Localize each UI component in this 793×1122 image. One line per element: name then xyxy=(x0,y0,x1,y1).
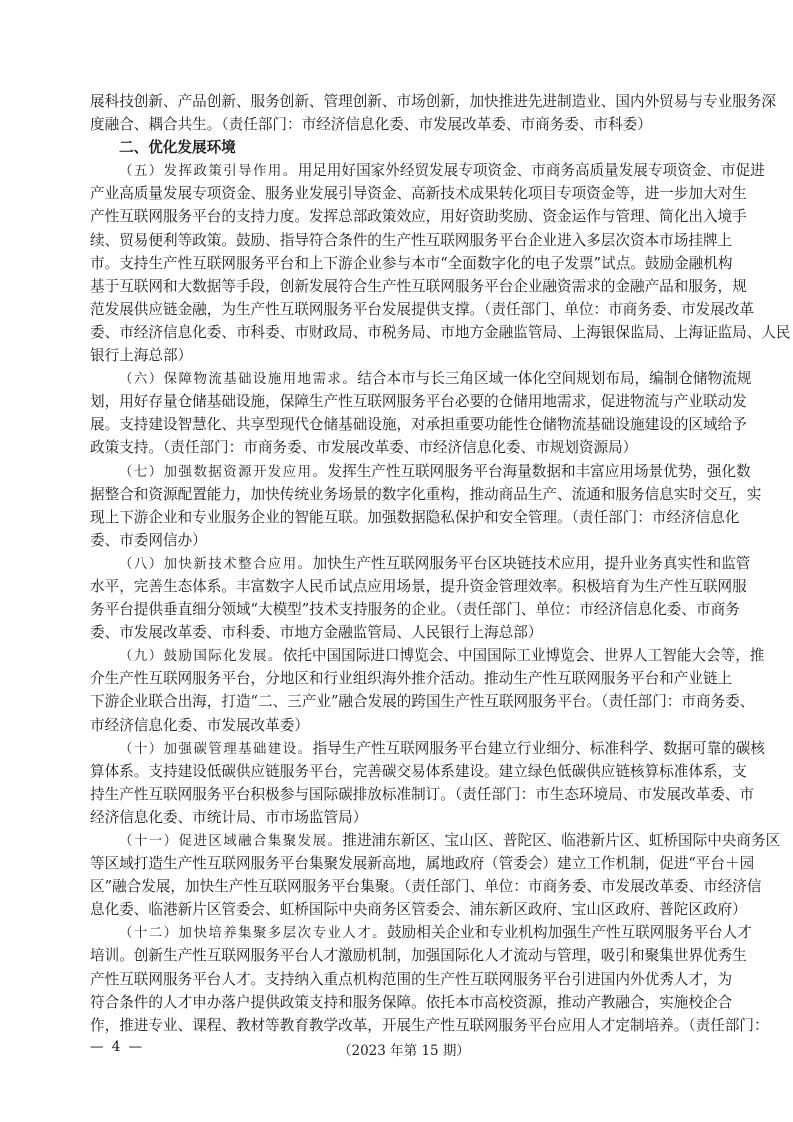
text-line xyxy=(90,852,755,875)
text-line xyxy=(90,182,747,205)
text-line xyxy=(90,367,752,390)
text-line xyxy=(90,252,733,275)
text-line xyxy=(90,898,747,921)
line-text: 推进浦东新区、宝山区、普陀区、临港新片区、虹桥国际中央商务区 xyxy=(342,832,781,849)
line-text: 指导生产性互联网服务平台建立行业细分、标准科学、数据可靠的碳核 xyxy=(312,739,765,757)
item-title: （七）加强数据资源开发应用。 xyxy=(119,464,328,480)
text-line xyxy=(90,667,733,690)
line-text: 度融合、耦合共生。（责任部门：市经济信息化委、市发展改革委、市商务委、市科委） xyxy=(90,116,652,134)
text-line xyxy=(90,90,776,113)
text-line xyxy=(90,529,706,552)
text-line xyxy=(90,829,781,852)
text-line xyxy=(90,690,755,713)
line-text: 等区域打造生产性互联网服务平台集聚发展新高地，属地政府（管委会）建立工作机制，促进“平台＋园 xyxy=(90,855,755,873)
issue-label: （2023 年第 15 期） xyxy=(338,1043,470,1059)
text-line xyxy=(90,806,706,829)
text-line xyxy=(90,944,747,967)
line-text: 发挥生产性互联网服务平台海量数据和丰富应用场景优势，强化数 xyxy=(327,462,751,480)
text-line xyxy=(90,644,765,667)
text-line xyxy=(90,968,733,991)
line-text: 市。支持生产性互联网服务平台和上下游企业参与本市“全面数字化的电子发票”试点。鼓励金融机构 xyxy=(90,254,733,272)
line-text: 经济信息化委、市统计局、市市场监管局） xyxy=(90,808,368,826)
line-text: 市经济信息化委、市发展改革委） xyxy=(90,716,309,734)
line-text: 基于互联网和大数据等手段，创新发展符合生产性互联网服务平台企业融资需求的金融产品和服务，规 xyxy=(90,277,747,295)
line-text: 息化委、临港新片区管委会、虹桥国际中央商务区管委会、浦东新区政府、宝山区政府、普陀区政府） xyxy=(90,901,747,919)
page-number: — 4 — xyxy=(90,1039,145,1055)
line-text: 银行上海总部） xyxy=(90,347,193,365)
text-line xyxy=(90,783,755,806)
text-line xyxy=(90,552,751,575)
item-title: （五）发挥政策引导作用。 xyxy=(119,164,298,180)
line-text: 培训。创新生产性互联网服务平台人才激励机制，加强国际化人才流动与管理，吸引和聚集世界优秀生 xyxy=(90,947,747,965)
line-text: 委、市经济信息化委、市科委、市财政局、市税务局、市地方金融监管局、上海银保监局、上海证监局、人民 xyxy=(90,323,791,341)
line-text: 据整合和资源配置能力，加快传统业务场景的数字化重构，推动商品生产、流通和服务信息实时交互，实 xyxy=(90,485,762,503)
item-title: （十一）促进区域融合集聚发展。 xyxy=(119,834,343,849)
line-text: 水平，完善生态体系。丰富数字人民币试点应用场景，提升资金管理效率。积极培育为生产性互联网服 xyxy=(90,577,747,595)
text-line xyxy=(90,298,755,321)
line-text: 划，用好存量仓储基础设施，保障生产性互联网服务平台必要的仓储用地需求，促进物流与产业联动发 xyxy=(90,393,747,411)
line-text: 用足用好国家外经贸发展专项资金、市商务高质量发展专项资金、市促进 xyxy=(297,162,765,180)
text-line xyxy=(90,875,762,898)
text-line xyxy=(90,460,751,483)
text-line xyxy=(90,991,733,1014)
item-title: （九）鼓励国际化发展。 xyxy=(119,649,283,665)
line-text: 符合条件的人才申办落户提供政策支持和服务保障。依托本市高校资源，推动产教融合，实施校企合 xyxy=(90,993,733,1011)
text-line xyxy=(90,275,747,298)
text-line xyxy=(90,506,740,529)
line-text: 产性互联网服务平台人才。支持纳入重点机构范围的生产性互联网服务平台引进国内外优秀人才，为 xyxy=(90,970,733,988)
line-text: 展科技创新、产品创新、服务创新、管理创新、市场创新，加快推进先进制造业、国内外贸易与专业服务深 xyxy=(90,93,776,110)
text-line xyxy=(90,413,747,436)
line-text: 算体系。支持建设低碳供应链服务平台，完善碳交易体系建设。建立绿色低碳供应链核算标准体系，支 xyxy=(90,762,747,780)
text-line xyxy=(90,205,747,228)
line-text: 范发展供应链金融，为生产性互联网服务平台发展提供支撑。（责任部门、单位：市商务委、市发展改革 xyxy=(90,300,755,318)
text-line xyxy=(90,921,752,944)
line-text: 加快生产性互联网服务平台区块链技术应用，提升业务真实性和监管 xyxy=(312,554,751,572)
line-text: 委、市发展改革委、市科委、市地方金融监管局、人民银行上海总部） xyxy=(90,624,543,642)
text-line xyxy=(90,598,740,621)
line-text: 产业高质量发展专项资金、服务业发展引导资金、高新技术成果转化项目专项资金等，进一步加大对生 xyxy=(90,185,747,203)
line-text: 区”融合发展，加快生产性互联网服务平台集聚。（责任部门、单位：市商务委、市发展改革委、市经济信 xyxy=(90,878,762,896)
line-text: 政策支持。（责任部门：市商务委、市发展改革委、市经济信息化委、市规划资源局） xyxy=(90,439,638,457)
line-text: 作，推进专业、课程、教材等教育教学改革，开展生产性互联网服务平台应用人才定制培养。（责任部门： xyxy=(90,1016,769,1034)
text-line xyxy=(90,113,706,136)
text-line xyxy=(90,159,765,182)
line-text: 介生产性互联网服务平台，分地区和行业组织海外推介活动。推动生产性互联网服务平台和产业链上 xyxy=(90,670,733,688)
text-line xyxy=(90,390,747,413)
page-footer xyxy=(90,1039,706,1061)
line-text: 现上下游企业和专业服务企业的智能互联。加强数据隐私保护和安全管理。（责任部门：市经济信息化 xyxy=(90,508,740,526)
text-line xyxy=(90,714,706,737)
item-title: （六）保障物流基础设施用地需求。 xyxy=(119,372,358,388)
item-title: （十）加强碳管理基础建设。 xyxy=(119,741,313,757)
text-line xyxy=(90,483,762,506)
line-text: 结合本市与长三角区域一体化空间规划布局，编制仓储物流规 xyxy=(357,370,752,388)
text-line xyxy=(90,321,791,344)
document-body xyxy=(90,90,791,1037)
line-text: 续、贸易便利等政策。鼓励、指导符合条件的生产性互联网服务平台企业进入多层次资本市场挂牌上 xyxy=(90,231,733,249)
text-line xyxy=(90,229,733,252)
text-line xyxy=(90,1014,769,1037)
line-text: 务平台提供垂直细分领域“大模型”技术支持服务的企业。（责任部门、单位：市经济信息化委、市商务 xyxy=(90,601,740,619)
line-text: 二、优化发展环境 xyxy=(119,139,236,157)
line-text: 持生产性互联网服务平台积极参与国际碳排放标准制订。（责任部门：市生态环境局、市发展改革委、市 xyxy=(90,785,755,803)
text-line xyxy=(90,737,765,760)
text-line xyxy=(90,575,747,598)
line-text: 产性互联网服务平台的支持力度。发挥总部政策效应，用好资助奖励、资金运作与管理、简化出入境手 xyxy=(90,208,747,226)
section-heading xyxy=(90,136,706,159)
text-line xyxy=(90,621,706,644)
line-text: 鼓励相关企业和专业机构加强生产性互联网服务平台人才 xyxy=(387,924,752,942)
line-text: 下游企业联合出海，打造“二、三产业”融合发展的跨国生产性互联网服务平台。（责任部门：市商务委、 xyxy=(90,693,755,711)
text-line xyxy=(90,760,747,783)
line-text: 委、市委网信办） xyxy=(90,531,207,549)
item-title: （十二）加快培养集聚多层次专业人才。 xyxy=(119,926,388,942)
line-text: 展。支持建设智慧化、共享型现代仓储基础设施，对承担重要功能性仓储物流基础设施建设的区域给予 xyxy=(90,416,747,434)
text-line xyxy=(90,344,706,367)
item-title: （八）加快新技术整合应用。 xyxy=(119,556,313,572)
line-text: 依托中国国际进口博览会、中国国际工业博览会、世界人工智能大会等，推 xyxy=(282,647,765,665)
text-line xyxy=(90,436,706,459)
